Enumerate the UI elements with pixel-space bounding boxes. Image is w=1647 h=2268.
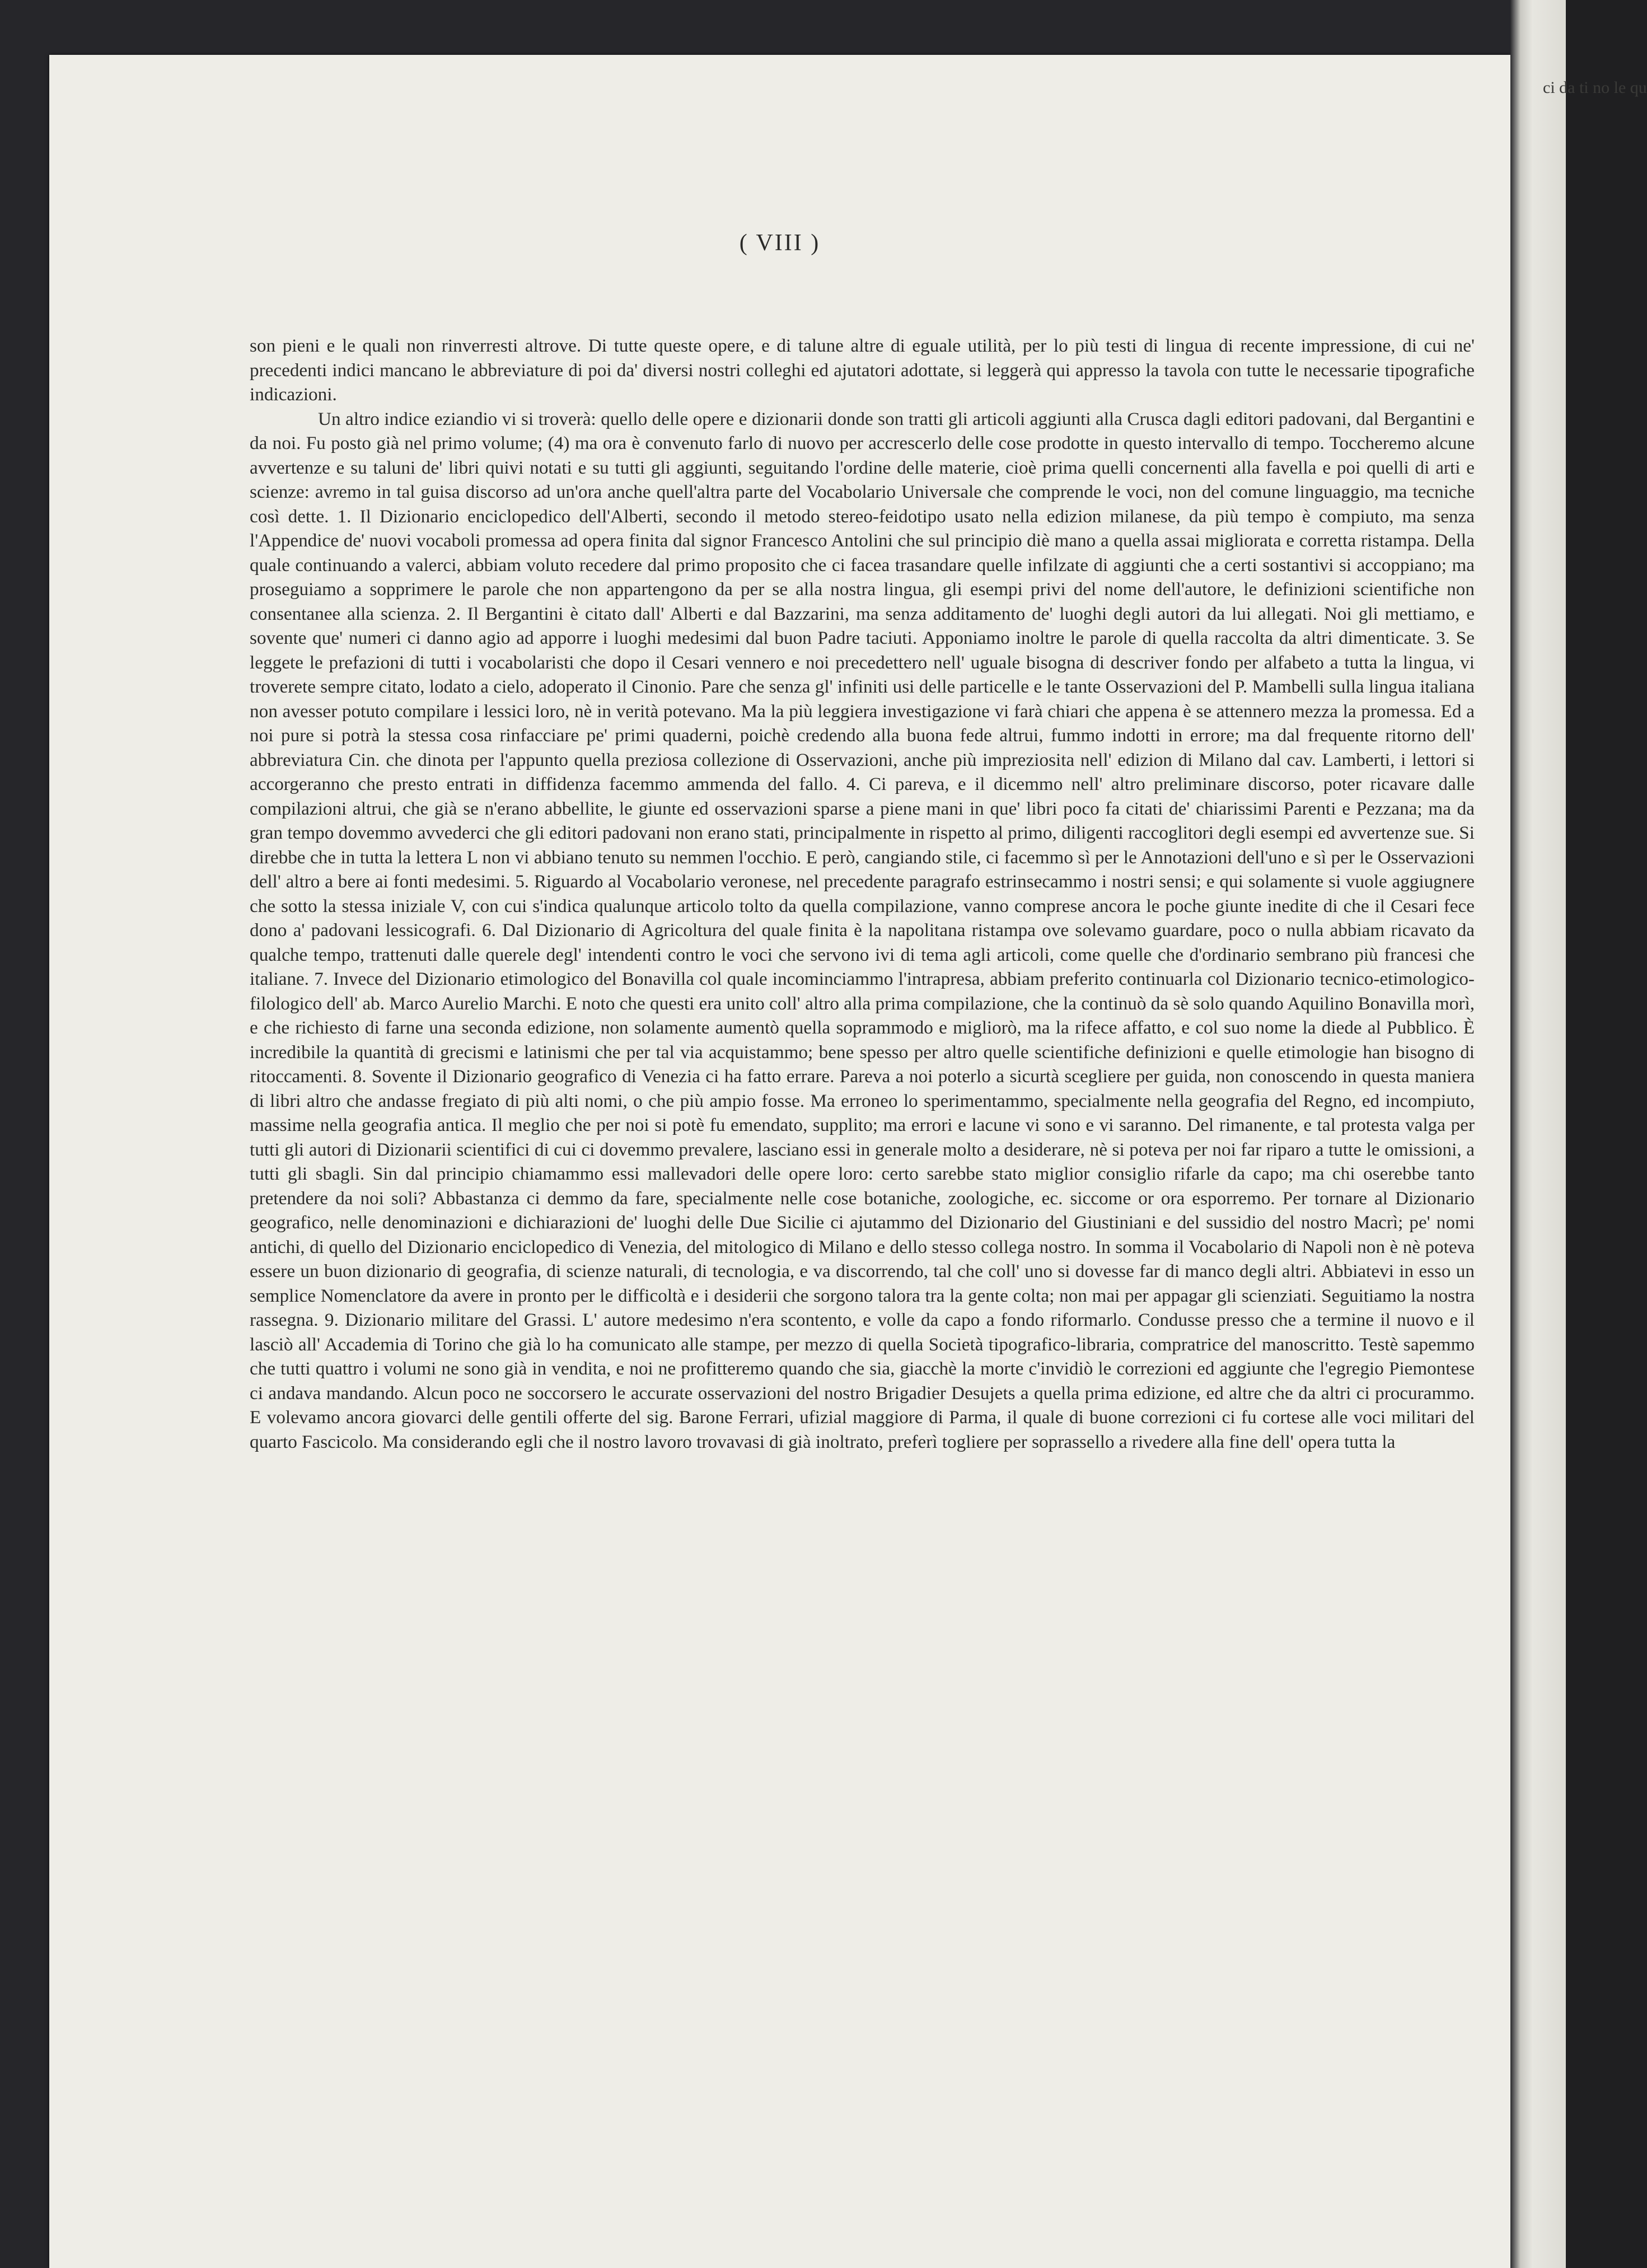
body-text [250, 334, 1475, 2024]
adjacent-page-text: ci da ti no le qu [1543, 78, 1647, 97]
document-page [49, 55, 1510, 2268]
page-header: ( VIII ) [739, 230, 821, 256]
paragraph-2: Un altro indice eziandio vi si troverà: quello delle opere e dizionarii donde son tratti gli articoli aggiunti alla Crusca dagli editori padovani, dal Bergantini e da noi. Fu posto già nel primo volume; (4) ma ora è convenuto farlo di nuovo per accrescerlo delle cose prodotte in questo intervallo di tempo. Toccheremo alcune avvertenze e su taluni de' libri quivi notati e su tutti gli aggiunti, seguitando l'ordine delle materie, cioè prima quelli concernenti alla favella e poi quelli di arti e scienze: avremo in tal guisa discorso ad un'ora anche quell'altra parte del Vocabolario Universale che comprende le voci, non del comune linguaggio, ma tecniche così dette. 1. Il Dizionario enciclopedico dell'Alberti, secondo il metodo stereo-feidotipo usato nella edizion milanese, da più tempo è compiuto, ma senza l'Appendice de' nuovi vocaboli promessa ad opera finita dal signor Francesco Antolini che sul principio diè mano a quella assai migliorata e corretta ristampa. Della quale continuando a valerci, abbiam voluto recedere dal primo proposito che ci facea trasandare quelle infilzate di aggiunti che a certi sostantivi si accoppiano; ma proseguiamo a sopprimere le parole che non appartengono da per se alla nostra lingua, gli esempi privi del nome dell'autore, le definizioni scientifiche non consentanee alla scienza. 2. Il Bergantini è citato dall' Alberti e dal Bazzarini, ma senza additamento de' luoghi degli autori da lui allegati. Noi gli mettiamo, e sovente que' numeri ci danno agio ad apporre i luoghi medesimi dal buon Padre taciuti. Apponiamo inoltre le parole di quella raccolta da altri dimenticate. 3. Se leggete le prefazioni di tutti i vocabolaristi che dopo il Cesari vennero e noi precedettero nell' uguale bisogna di descriver fondo per alfabeto a tutta la lingua, vi troverete sempre citato, lodato a cielo, adoperato il Cinonio. Pare che senza gl' infiniti usi delle particelle e le tante Osservazioni del P. Mambelli sulla lingua italiana non avesser potuto compilare i lessici loro, nè in verità potevano. Ma la più leggiera investigazione vi farà chiari che appena è se attennero mezza la promessa. Ed a noi pure si potrà la stessa cosa rinfacciare pe' primi quaderni, poichè credendo alla buona fede altrui, fummo indotti in errore; ma dal frequente ritorno dell' abbreviatura Cin. che dinota per l'appunto quella preziosa collezione di Osservazioni, anche più impreziosita nell' edizion di Milano dal cav. Lamberti, i lettori si accorgeranno che presto entrati in diffidenza facemmo ammenda del fallo. 4. Ci pareva, e il dicemmo nell' altro preliminare discorso, poter ricavare dalle compilazioni altrui, che già se n'erano abbellite, le giunte ed osservazioni sparse a piene mani in que' libri poco fa citati de' chiarissimi Parenti e Pezzana; ma da gran tempo dovemmo avvederci che gli editori padovani non erano stati, principalmente in rispetto al primo, diligenti raccoglitori degli esempi ed avvertenze sue. Si direbbe che in tutta la lettera L non vi abbiano tenuto su nemmen l'occhio. E però, cangiando stile, ci facemmo sì per le Annotazioni dell'uno e sì per le Osservazioni dell' altro a bere ai fonti medesimi. 5. Riguardo al Vocabolario veronese, nel precedente paragrafo estrinsecammo i nostri sensi; e qui solamente si vuole aggiugnere che sotto la stessa iniziale V, con cui s'indica qualunque articolo tolto da quella compilazione, vanno comprese ancora le poche giunte inedite di che il Cesari fece dono a' padovani lessicografi. 6. Dal Dizionario di Agricoltura del quale finita è la napolitana ristampa ove solevamo guardare, poco o nulla abbiam ricavato da qualche tempo, trattenuti dalle querele degl' intendenti contro le voci che servono ivi di tema agli articoli, come quelle che d'ordinario sembrano più francesi che italiane. 7. Invece del Dizionario etimologico del Bonavilla col quale incominciammo l'intrapresa, abbiam preferito continuarla col Dizionario tecnico-etimologico-filologico dell' ab. Marco Aurelio Marchi. E noto che questi era unito coll' altro alla prima compilazione, che la continuò da sè solo quando Aquilino Bonavilla morì, e che richiesto di farne una seconda edizione, non solamente aumentò quella soprammodo e migliorò, ma la rifece affatto, e col suo nome la diede al Pubblico. È incredibile la quantità di grecismi e latinismi che per tal via acquistammo; bene spesso per altro quelle scientifiche definizioni e quelle etimologie han bisogno di ritoccamenti. 8. Sovente il Dizionario geografico di Venezia ci ha fatto errare. Pareva a noi poterlo a sicurtà scegliere per guida, non conoscendo in questa maniera di libri altro che andasse fregiato di più alti nomi, o che più ampio fosse. Ma erroneo lo sperimentammo, specialmente nella geografia del Regno, ed incompiuto, massime nella geografia antica. Il meglio che per noi si potè fu emendato, supplito; ma errori e lacune vi sono e vi saranno. Del rimanente, e tal protesta valga per tutti gli autori di Dizionarii scientifici di cui ci dovemmo prevalere, lasciano essi in generale molto a desiderare, nè si poteva per noi far riparo a tutte le omissioni, a tutti gli sbagli. Sin dal principio chiamammo essi mallevadori delle opere loro: certo sarebbe stato miglior consiglio rifarle da capo; ma chi oserebbe tanto pretendere da noi soli? Abbastanza ci demmo da fare, specialmente nelle cose botaniche, zoologiche, ec. siccome or ora esporremo. Per tornare al Dizionario geografico, nelle denominazioni e dichiarazioni de' luoghi delle Due Sicilie ci ajutammo del Dizionario del Giustiniani e del sussidio del nostro Macrì; pe' nomi antichi, di quello del Dizionario enciclopedico di Venezia, del mitologico di Milano e dello stesso collega nostro. In somma il Vocabolario di Napoli non è nè poteva essere un buon dizionario di geografia, di scienze naturali, di tecnologia, e va discorrendo, tal che coll' uno si dovesse far di manco degli altri. Abbiatevi in esso un semplice Nomenclatore da avere in pronto per le difficoltà e i desiderii che sorgono talora tra la gente colta; non mai per appagar gli scienziati. Seguitiamo la nostra rassegna. 9. Dizionario militare del Grassi. L' autore medesimo n'era scontento, e volle da capo a fondo riformarlo. Condusse presso che a termine il nuovo e il lasciò all' Accademia di Torino che già lo ha comunicato alle stampe, per mezzo di quella Società tipografico-libraria, compratrice del manoscritto. Testè sapemmo che tutti quattro i volumi ne sono già in vendita, e noi ne profitteremo quando che sia, giacchè la morte c'invidiò le correzioni ed aggiunte che l'egregio Piemontese ci andava mandando. Alcun poco ne soccorsero le accurate osservazioni del nostro Brigadier Desujets a quella prima edizione, ed altre che da altri ci procurammo. E volevamo ancora giovarci delle gentili offerte del sig. Barone Ferrari, ufizial maggiore di Parma, il quale di buone correzioni ci fu cortese alle voci militari del quarto Fascicolo. Ma considerando egli che il nostro lavoro trovavasi di già inoltrato, preferì togliere per soprassello a rivedere alla fine dell' opera tutta la [250, 408, 1475, 1452]
paragraph-1: son pieni e le quali non rinverresti altrove. Di tutte queste opere, e di talune altre di eguale utilità, per lo più testi di lingua di recente impressione, di cui ne' precedenti indici mancano le abbreviature di poi da' diversi nostri colleghi ed ajutatori adottate, si leggerà qui appresso la tavola con tutte le necessarie tipografiche indicazioni. [250, 335, 1475, 405]
adjacent-page-edge [1510, 0, 1647, 2268]
